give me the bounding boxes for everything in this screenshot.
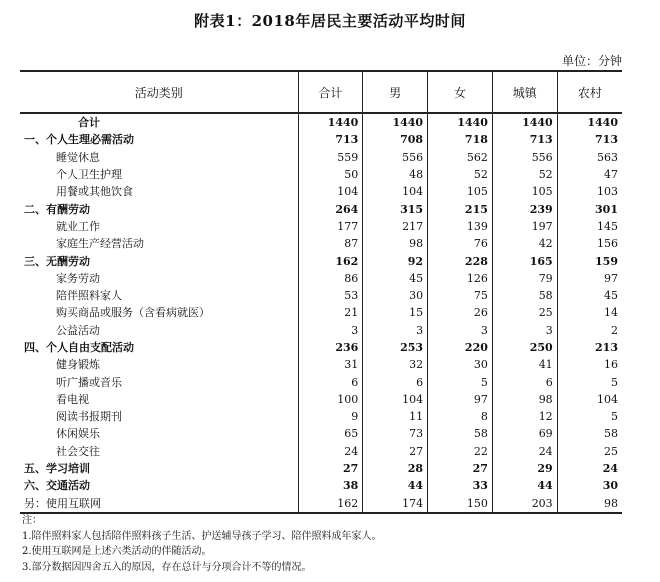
value-cell: 8 [428,408,493,425]
value-cell: 87 [298,235,363,252]
value-cell: 15 [363,304,428,321]
value-cell: 79 [492,270,557,287]
value-cell: 562 [428,149,493,166]
value-cell: 253 [363,339,428,356]
row-label: 合计 [20,113,298,131]
value-cell: 197 [492,218,557,235]
value-cell: 215 [428,200,493,217]
value-cell: 718 [428,131,493,148]
value-cell: 162 [298,252,363,269]
value-cell: 3 [298,322,363,339]
row-label: 就业工作 [56,219,100,233]
value-cell: 22 [428,443,493,460]
table-row [20,373,622,390]
table-row [20,339,622,356]
row-label: 公益活动 [56,323,100,337]
table-row [20,131,622,148]
value-cell: 556 [492,149,557,166]
footnote-line: 注： [22,515,42,526]
value-cell: 48 [363,166,428,183]
value-cell: 12 [492,408,557,425]
value-cell: 104 [363,391,428,408]
value-cell: 301 [557,200,622,217]
value-cell: 97 [428,391,493,408]
value-cell: 104 [298,183,363,200]
unit-label: 单位：分钟 [561,54,622,68]
value-cell: 708 [363,131,428,148]
value-cell: 236 [298,339,363,356]
value-cell: 69 [492,425,557,442]
table-row [20,235,622,252]
table-row [20,270,622,287]
value-cell: 159 [557,252,622,269]
value-cell: 150 [428,495,493,513]
row-label: 用餐或其他饮食 [56,185,133,199]
row-label: 另：使用互联网 [20,495,298,513]
value-cell: 100 [298,391,363,408]
table-row [20,443,622,460]
value-cell: 76 [428,235,493,252]
value-cell: 26 [428,304,493,321]
value-cell: 52 [492,166,557,183]
value-cell: 1440 [298,113,363,131]
value-cell: 174 [363,495,428,513]
value-cell: 145 [557,218,622,235]
value-cell: 32 [363,356,428,373]
value-cell: 5 [557,373,622,390]
footnote-line: 2.使用互联网是上述六类活动的伴随活动。 [22,546,212,557]
value-cell: 315 [363,200,428,217]
value-cell: 239 [492,200,557,217]
table-row [20,183,622,200]
value-cell: 104 [557,391,622,408]
footnotes [22,513,382,575]
footnote-line: 1.陪伴照料家人包括陪伴照料孩子生活、护送辅导孩子学习、陪伴照料成年家人。 [22,530,382,542]
value-cell: 203 [492,495,557,513]
value-cell: 156 [557,235,622,252]
row-label: 二、有酬劳动 [24,202,90,216]
value-cell: 53 [298,287,363,304]
value-cell: 58 [428,425,493,442]
value-cell: 1440 [492,113,557,131]
value-cell: 47 [557,166,622,183]
row-label: 购买商品或服务（含看病就医） [56,306,210,320]
value-cell: 98 [363,235,428,252]
value-cell: 28 [363,460,428,477]
value-cell: 41 [492,356,557,373]
value-cell: 1440 [428,113,493,131]
value-cell: 24 [557,460,622,477]
value-cell: 29 [492,460,557,477]
value-cell: 105 [492,183,557,200]
value-cell: 2 [557,322,622,339]
table-row [20,408,622,425]
row-label: 三、无酬劳动 [24,254,90,268]
value-cell: 3 [492,322,557,339]
value-cell: 162 [298,495,363,513]
value-cell: 58 [492,287,557,304]
value-cell: 42 [492,235,557,252]
value-cell: 6 [298,373,363,390]
table-body [20,113,622,513]
value-cell: 24 [492,443,557,460]
value-cell: 220 [428,339,493,356]
row-label: 健身锻炼 [56,358,100,372]
table-row [20,322,622,339]
value-cell: 44 [363,477,428,494]
table-row [20,460,622,477]
value-cell: 165 [492,252,557,269]
value-cell: 86 [298,270,363,287]
value-cell: 5 [428,373,493,390]
table-row [20,495,622,513]
value-cell: 9 [298,408,363,425]
value-cell: 33 [428,477,493,494]
value-cell: 103 [557,183,622,200]
table-row [20,113,622,131]
value-cell: 50 [298,166,363,183]
table-row [20,356,622,373]
header-row [20,71,622,113]
value-cell: 30 [428,356,493,373]
value-cell: 45 [363,270,428,287]
value-cell: 1440 [557,113,622,131]
row-label: 一、个人生理必需活动 [24,133,134,147]
row-label: 四、个人自由支配活动 [24,341,134,354]
table-row [20,200,622,217]
table-row [20,391,622,408]
header-category: 活动类别 [20,71,298,113]
value-cell: 217 [363,218,428,235]
value-cell: 6 [363,373,428,390]
value-cell: 24 [298,443,363,460]
value-cell: 98 [492,391,557,408]
row-label: 陪伴照料家人 [56,289,122,303]
row-label: 家务劳动 [56,271,100,285]
table-row [20,477,622,494]
value-cell: 3 [428,322,493,339]
value-cell: 213 [557,339,622,356]
table-row [20,218,622,235]
table-row [20,287,622,304]
header-urban: 城镇 [492,71,557,113]
value-cell: 713 [557,131,622,148]
value-cell: 6 [492,373,557,390]
value-cell: 27 [363,443,428,460]
value-cell: 713 [492,131,557,148]
row-label: 六、交通活动 [24,479,90,493]
value-cell: 139 [428,218,493,235]
table-row [20,149,622,166]
row-label: 社会交往 [56,444,100,458]
value-cell: 3 [363,322,428,339]
value-cell: 713 [298,131,363,148]
value-cell: 1440 [363,113,428,131]
value-cell: 556 [363,149,428,166]
value-cell: 30 [557,477,622,494]
table-title: 附表1：2018年居民主要活动平均时间 [194,12,466,30]
value-cell: 21 [298,304,363,321]
row-label: 家庭生产经营活动 [56,237,144,251]
value-cell: 250 [492,339,557,356]
value-cell: 31 [298,356,363,373]
value-cell: 75 [428,287,493,304]
value-cell: 38 [298,477,363,494]
value-cell: 44 [492,477,557,494]
value-cell: 25 [557,443,622,460]
header-male: 男 [363,71,428,113]
value-cell: 92 [363,252,428,269]
row-label: 听广播或音乐 [56,375,122,389]
value-cell: 30 [363,287,428,304]
value-cell: 105 [428,183,493,200]
row-label: 阅读书报期刊 [56,410,122,424]
row-label: 睡觉休息 [56,150,100,164]
value-cell: 5 [557,408,622,425]
value-cell: 52 [428,166,493,183]
value-cell: 16 [557,356,622,373]
row-label: 个人卫生护理 [56,168,122,182]
value-cell: 14 [557,304,622,321]
value-cell: 25 [492,304,557,321]
value-cell: 177 [298,218,363,235]
value-cell: 559 [298,149,363,166]
value-cell: 65 [298,425,363,442]
value-cell: 264 [298,200,363,217]
value-cell: 228 [428,252,493,269]
value-cell: 98 [557,495,622,513]
header-female: 女 [428,71,493,113]
value-cell: 45 [557,287,622,304]
footnote-line: 3.部分数据因四舍五入的原因，存在总计与分项合计不等的情况。 [22,561,312,573]
row-label: 看电视 [56,392,89,406]
value-cell: 58 [557,425,622,442]
value-cell: 97 [557,270,622,287]
value-cell: 11 [363,408,428,425]
activity-time-table [20,70,622,514]
value-cell: 27 [428,460,493,477]
row-label: 五、学习培训 [24,462,90,476]
table-row [20,425,622,442]
table-row [20,304,622,321]
row-label: 休闲娱乐 [56,427,100,441]
value-cell: 126 [428,270,493,287]
value-cell: 27 [298,460,363,477]
header-total: 合计 [298,71,363,113]
value-cell: 563 [557,149,622,166]
value-cell: 104 [363,183,428,200]
value-cell: 73 [363,425,428,442]
header-rural: 农村 [557,71,622,113]
table-row [20,252,622,269]
table-row [20,166,622,183]
